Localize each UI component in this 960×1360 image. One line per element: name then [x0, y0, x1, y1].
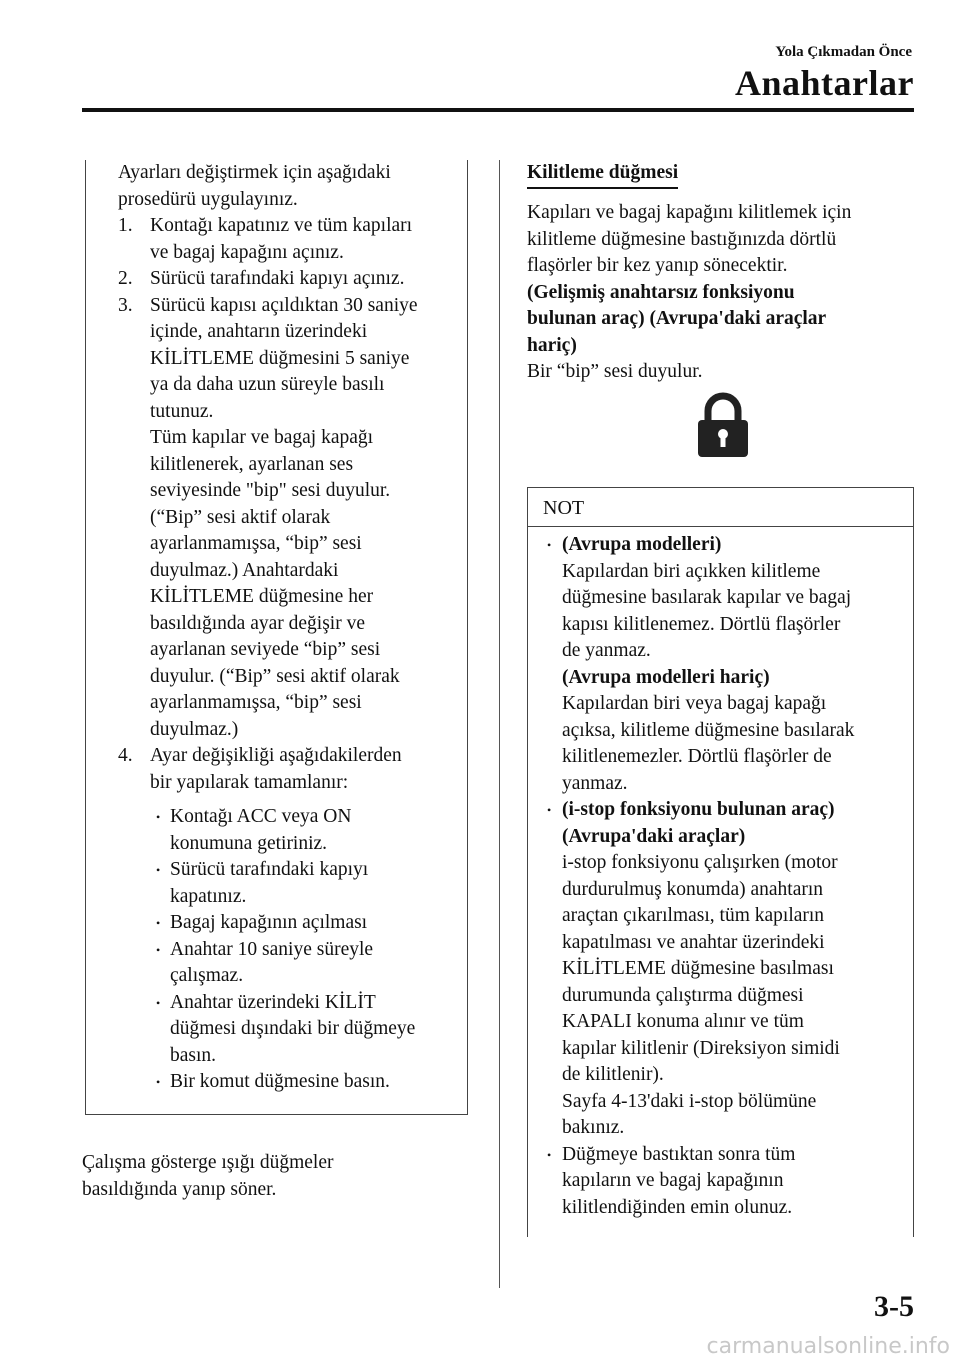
watermark: carmanualsonline.info	[706, 1334, 950, 1359]
intro-line: prosedürü uygulayınız.	[118, 188, 298, 210]
step-line: kilitlenerek, ayarlanan ses	[150, 453, 354, 475]
beep-line: Bir “bip” sesi duyulur.	[527, 361, 703, 382]
bullet-line: kapatınız.	[170, 885, 247, 907]
step-line: ayarlanmamışsa, “bip” sesi	[150, 533, 362, 554]
step-line: ayarlanmamışsa, “bip” sesi	[150, 692, 362, 713]
bullet-line: konumuna getiriniz.	[170, 832, 328, 854]
note-line: kapatılması ve anahtar üzerindeki	[562, 931, 825, 953]
step-line: ya da daha uzun süreyle basılı	[150, 374, 385, 395]
step-number: 2.	[118, 268, 133, 289]
column-divider	[499, 160, 500, 1288]
note-line: i-stop fonksiyonu çalışırken (motor	[562, 852, 838, 873]
note-line: durdurulmuş konumda) anahtarın	[562, 878, 824, 900]
page-number: 3-5	[874, 1290, 914, 1323]
bullet-dot: •	[156, 1075, 161, 1089]
note-bold-line: (Avrupa'daki araçlar)	[562, 825, 746, 847]
note-bullet-dot: •	[547, 1147, 552, 1162]
note-line: bakınız.	[562, 1117, 625, 1138]
note-line: kilitlendiğinden emin olunuz.	[562, 1196, 793, 1218]
note-line: Kapılardan biri açıkken kilitleme	[562, 560, 821, 582]
note-line: durumunda çalıştırma düğmesi	[562, 984, 804, 1006]
note-bullet-dot: •	[547, 538, 552, 552]
step-number: 3.	[118, 294, 133, 316]
condition-line: (Gelişmiş anahtarsız fonksiyonu	[527, 281, 795, 303]
body-line: kilitleme düğmesine bastığınızda dörtlü	[527, 228, 837, 250]
note-line: Sayfa 4-13'daki i-stop bölümüne	[562, 1090, 817, 1112]
step-number: 4.	[118, 745, 133, 766]
step-line: basıldığında ayar değişir ve	[150, 612, 365, 634]
step-line: tutunuz.	[150, 400, 214, 422]
intro-line: Ayarları değiştirmek için aşağıdaki	[118, 162, 391, 183]
note-line: Kapılardan biri veya bagaj kapağı	[562, 693, 827, 714]
section-title: Yola Çıkmadan Önce	[775, 44, 912, 60]
note-line: kapıların ve bagaj kapağının	[562, 1170, 784, 1191]
step-line: Ayar değişikliği aşağıdakilerden	[150, 745, 402, 766]
condition-line: hariç)	[527, 334, 577, 356]
step-line: duyulmaz.)	[150, 718, 239, 740]
step-line: duyulur. (“Bip” sesi aktif olarak	[150, 665, 400, 687]
note-line: KAPALI konuma alınır ve tüm	[562, 1011, 804, 1032]
note-line: de kilitlenir).	[562, 1064, 664, 1085]
note-bold-line: (Avrupa modelleri hariç)	[562, 666, 770, 688]
note-line: açıksa, kilitleme düğmesine basılarak	[562, 719, 855, 741]
note-bold-line: (Avrupa modelleri)	[562, 534, 722, 555]
bullet-dot: •	[156, 863, 161, 877]
bullet-line: Anahtar üzerindeki KİLİT	[170, 991, 376, 1013]
body-line: Kapıları ve bagaj kapağını kilitlemek için	[527, 202, 852, 223]
bullet-line: düğmesi dışındaki bir düğmeye	[170, 1018, 416, 1039]
step-line: içinde, anahtarın üzerindeki	[150, 321, 368, 342]
bullet-line: Sürücü tarafındaki kapıyı	[170, 859, 369, 880]
bullet-dot: •	[156, 942, 161, 957]
step-number: 1.	[118, 215, 133, 236]
note-line: düğmesine basılarak kapılar ve bagaj	[562, 587, 852, 608]
bullet-dot: •	[156, 810, 161, 824]
note-line: de yanmaz.	[562, 640, 651, 661]
note-line: yanmaz.	[562, 772, 628, 794]
step-line: bir yapılarak tamamlanır:	[150, 771, 349, 793]
bullet-line: Kontağı ACC veya ON	[170, 806, 352, 827]
step-line: ve bagaj kapağını açınız.	[150, 241, 344, 263]
lock-icon	[697, 392, 749, 458]
step-line: Kontağı kapatınız ve tüm kapıları	[150, 215, 413, 236]
step-line: KİLİTLEME düğmesine her	[150, 586, 374, 607]
bullet-line: Bagaj kapağının açılması	[170, 912, 368, 933]
bullet-line: Anahtar 10 saniye süreyle	[170, 938, 374, 960]
step-line: seviyesinde "bip" sesi duyulur.	[150, 480, 391, 501]
note-title-rule	[528, 526, 913, 527]
condition-line: bulunan araç) (Avrupa'daki araçlar	[527, 308, 827, 329]
header-rule	[82, 108, 914, 112]
body-line: flaşörler bir kez yanıp sönecektir.	[527, 255, 788, 276]
note-bold-line: (i-stop fonksiyonu bulunan araç)	[562, 799, 835, 820]
step-line: (“Bip” sesi aktif olarak	[150, 506, 331, 528]
after-line: Çalışma gösterge ışığı düğmeler	[82, 1152, 334, 1173]
note-title: NOT	[543, 497, 585, 519]
note-line: KİLİTLEME düğmesine basılması	[562, 958, 834, 979]
step-line: Tüm kapılar ve bagaj kapağı	[150, 427, 374, 448]
step-line: ayarlanan seviyede “bip” sesi	[150, 639, 381, 660]
bullet-line: Bir komut düğmesine basın.	[170, 1071, 390, 1092]
note-line: kapılar kilitlenir (Direksiyon simidi	[562, 1037, 840, 1059]
step-line: duyulmaz.) Anahtardaki	[150, 559, 339, 581]
after-line: basıldığında yanıp söner.	[82, 1178, 277, 1200]
lock-button-heading: Kilitleme düğmesi	[527, 160, 678, 189]
bullet-dot: •	[156, 995, 161, 1010]
note-line: kapısı kilitlenemez. Dörtlü flaşörler	[562, 613, 841, 635]
step-line: Sürücü kapısı açıldıktan 30 saniye	[150, 294, 418, 316]
bullet-dot: •	[156, 916, 161, 930]
bullet-line: çalışmaz.	[170, 965, 244, 986]
note-bullet-dot: •	[547, 803, 552, 817]
step-line: Sürücü tarafındaki kapıyı açınız.	[150, 268, 405, 289]
step-line: KİLİTLEME düğmesini 5 saniye	[150, 347, 410, 369]
note-line: kilitlenemezler. Dörtlü flaşörler de	[562, 746, 832, 767]
page-title: Anahtarlar	[735, 63, 914, 103]
note-line: araçtan çıkarılması, tüm kapıların	[562, 905, 825, 926]
bullet-line: basın.	[170, 1044, 217, 1066]
note-line: Düğmeye bastıktan sonra tüm	[562, 1143, 796, 1165]
